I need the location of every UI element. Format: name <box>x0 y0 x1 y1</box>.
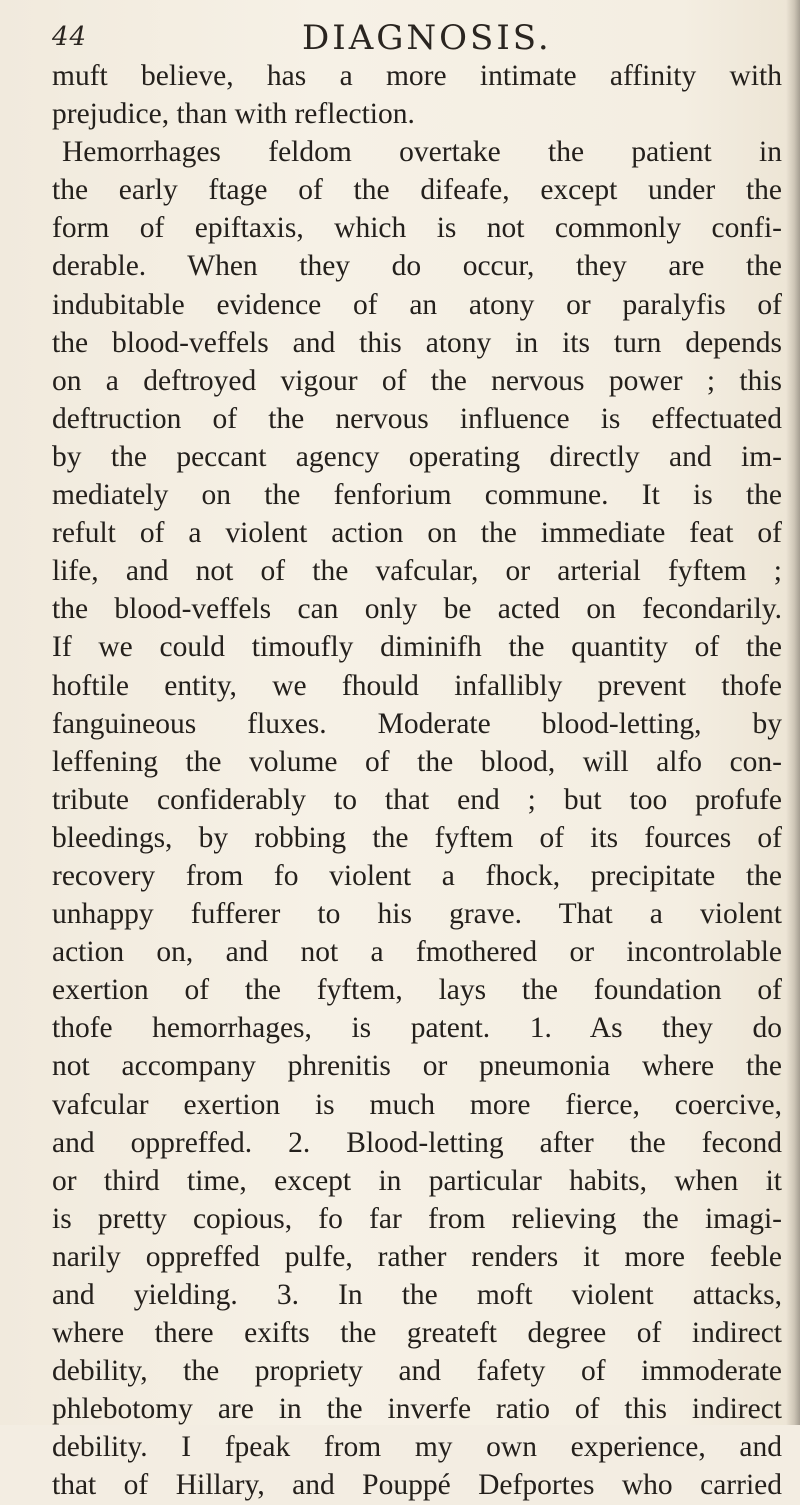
running-head: DIAGNOSIS. <box>302 18 552 58</box>
text-line: hoftile entity, we fhould infallibly prevent thofe <box>52 669 782 702</box>
text-line: phlebotomy are in the inverfe ratio of this indirect <box>52 1393 782 1426</box>
text-line: on a deftroyed vigour of the nervous power ; this <box>52 364 782 397</box>
text-line: refult of a violent action on the immediate feat of <box>52 517 782 550</box>
body-text <box>52 57 782 1505</box>
text-line: If we could timoufly diminifh the quantity of the <box>52 631 782 664</box>
text-line: the blood-veffels can only be acted on fecondarily. <box>52 593 782 626</box>
page-header <box>52 18 752 58</box>
text-line: exertion of the fyftem, lays the foundation of <box>52 974 782 1007</box>
text-line: recovery from fo violent a fhock, precipitate the <box>52 859 782 892</box>
text-line: that of Hillary, and Pouppé Defportes who carried <box>52 1469 782 1502</box>
text-line: debility. I fpeak from my own experience, and <box>52 1431 782 1464</box>
page-number: 44 <box>52 22 88 52</box>
text-line: Hemorrhages feldom overtake the patient in <box>62 136 782 169</box>
text-line: form of epiftaxis, which is not commonly confi- <box>52 212 782 245</box>
text-line: and oppreffed. 2. Blood-letting after the fecond <box>52 1126 782 1159</box>
text-line: or third time, except in particular habits, when it <box>52 1164 782 1197</box>
page-edge-shadow <box>786 0 800 1425</box>
text-line: action on, and not a fmothered or incontrolable <box>52 936 782 969</box>
text-line: leffening the volume of the blood, will alfo con- <box>52 745 782 778</box>
text-line: fanguineous fluxes. Moderate blood-letting, by <box>52 707 782 740</box>
text-line: vafcular exertion is much more fierce, coercive, <box>52 1088 782 1121</box>
text-line: life, and not of the vafcular, or arterial fyftem ; <box>52 555 782 588</box>
text-line: debility, the propriety and fafety of immoderate <box>52 1355 782 1388</box>
text-line: mediately on the fenforium commune. It is the <box>52 479 782 512</box>
text-line: by the peccant agency operating directly and im- <box>52 440 782 473</box>
text-line: narily oppreffed pulfe, rather renders it more feeble <box>52 1240 782 1273</box>
text-line: not accompany phrenitis or pneumonia where the <box>52 1050 782 1083</box>
text-line: prejudice, than with reflection. <box>52 98 415 131</box>
text-line: bleedings, by robbing the fyftem of its fources of <box>52 821 782 854</box>
text-line: the blood-veffels and this atony in its turn depends <box>52 326 782 359</box>
text-line: thofe hemorrhages, is patent. 1. As they do <box>52 1012 782 1045</box>
text-line: deftruction of the nervous influence is effectuated <box>52 402 782 435</box>
text-line: muft believe, has a more intimate affinity with <box>52 60 782 92</box>
text-line: is pretty copious, fo far from relieving the imagi- <box>52 1202 782 1235</box>
text-line: derable. When they do occur, they are the <box>52 250 782 283</box>
text-line: unhappy fufferer to his grave. That a violent <box>52 898 782 931</box>
text-line: indubitable evidence of an atony or paralyfis of <box>52 288 782 321</box>
text-line: tribute confiderably to that end ; but too profufe <box>52 783 782 816</box>
text-line: the early ftage of the difeafe, except under the <box>52 174 782 207</box>
text-line: and yielding. 3. In the moft violent attacks, <box>52 1279 782 1311</box>
text-line: where there exifts the greateft degree of indirect <box>52 1317 782 1350</box>
